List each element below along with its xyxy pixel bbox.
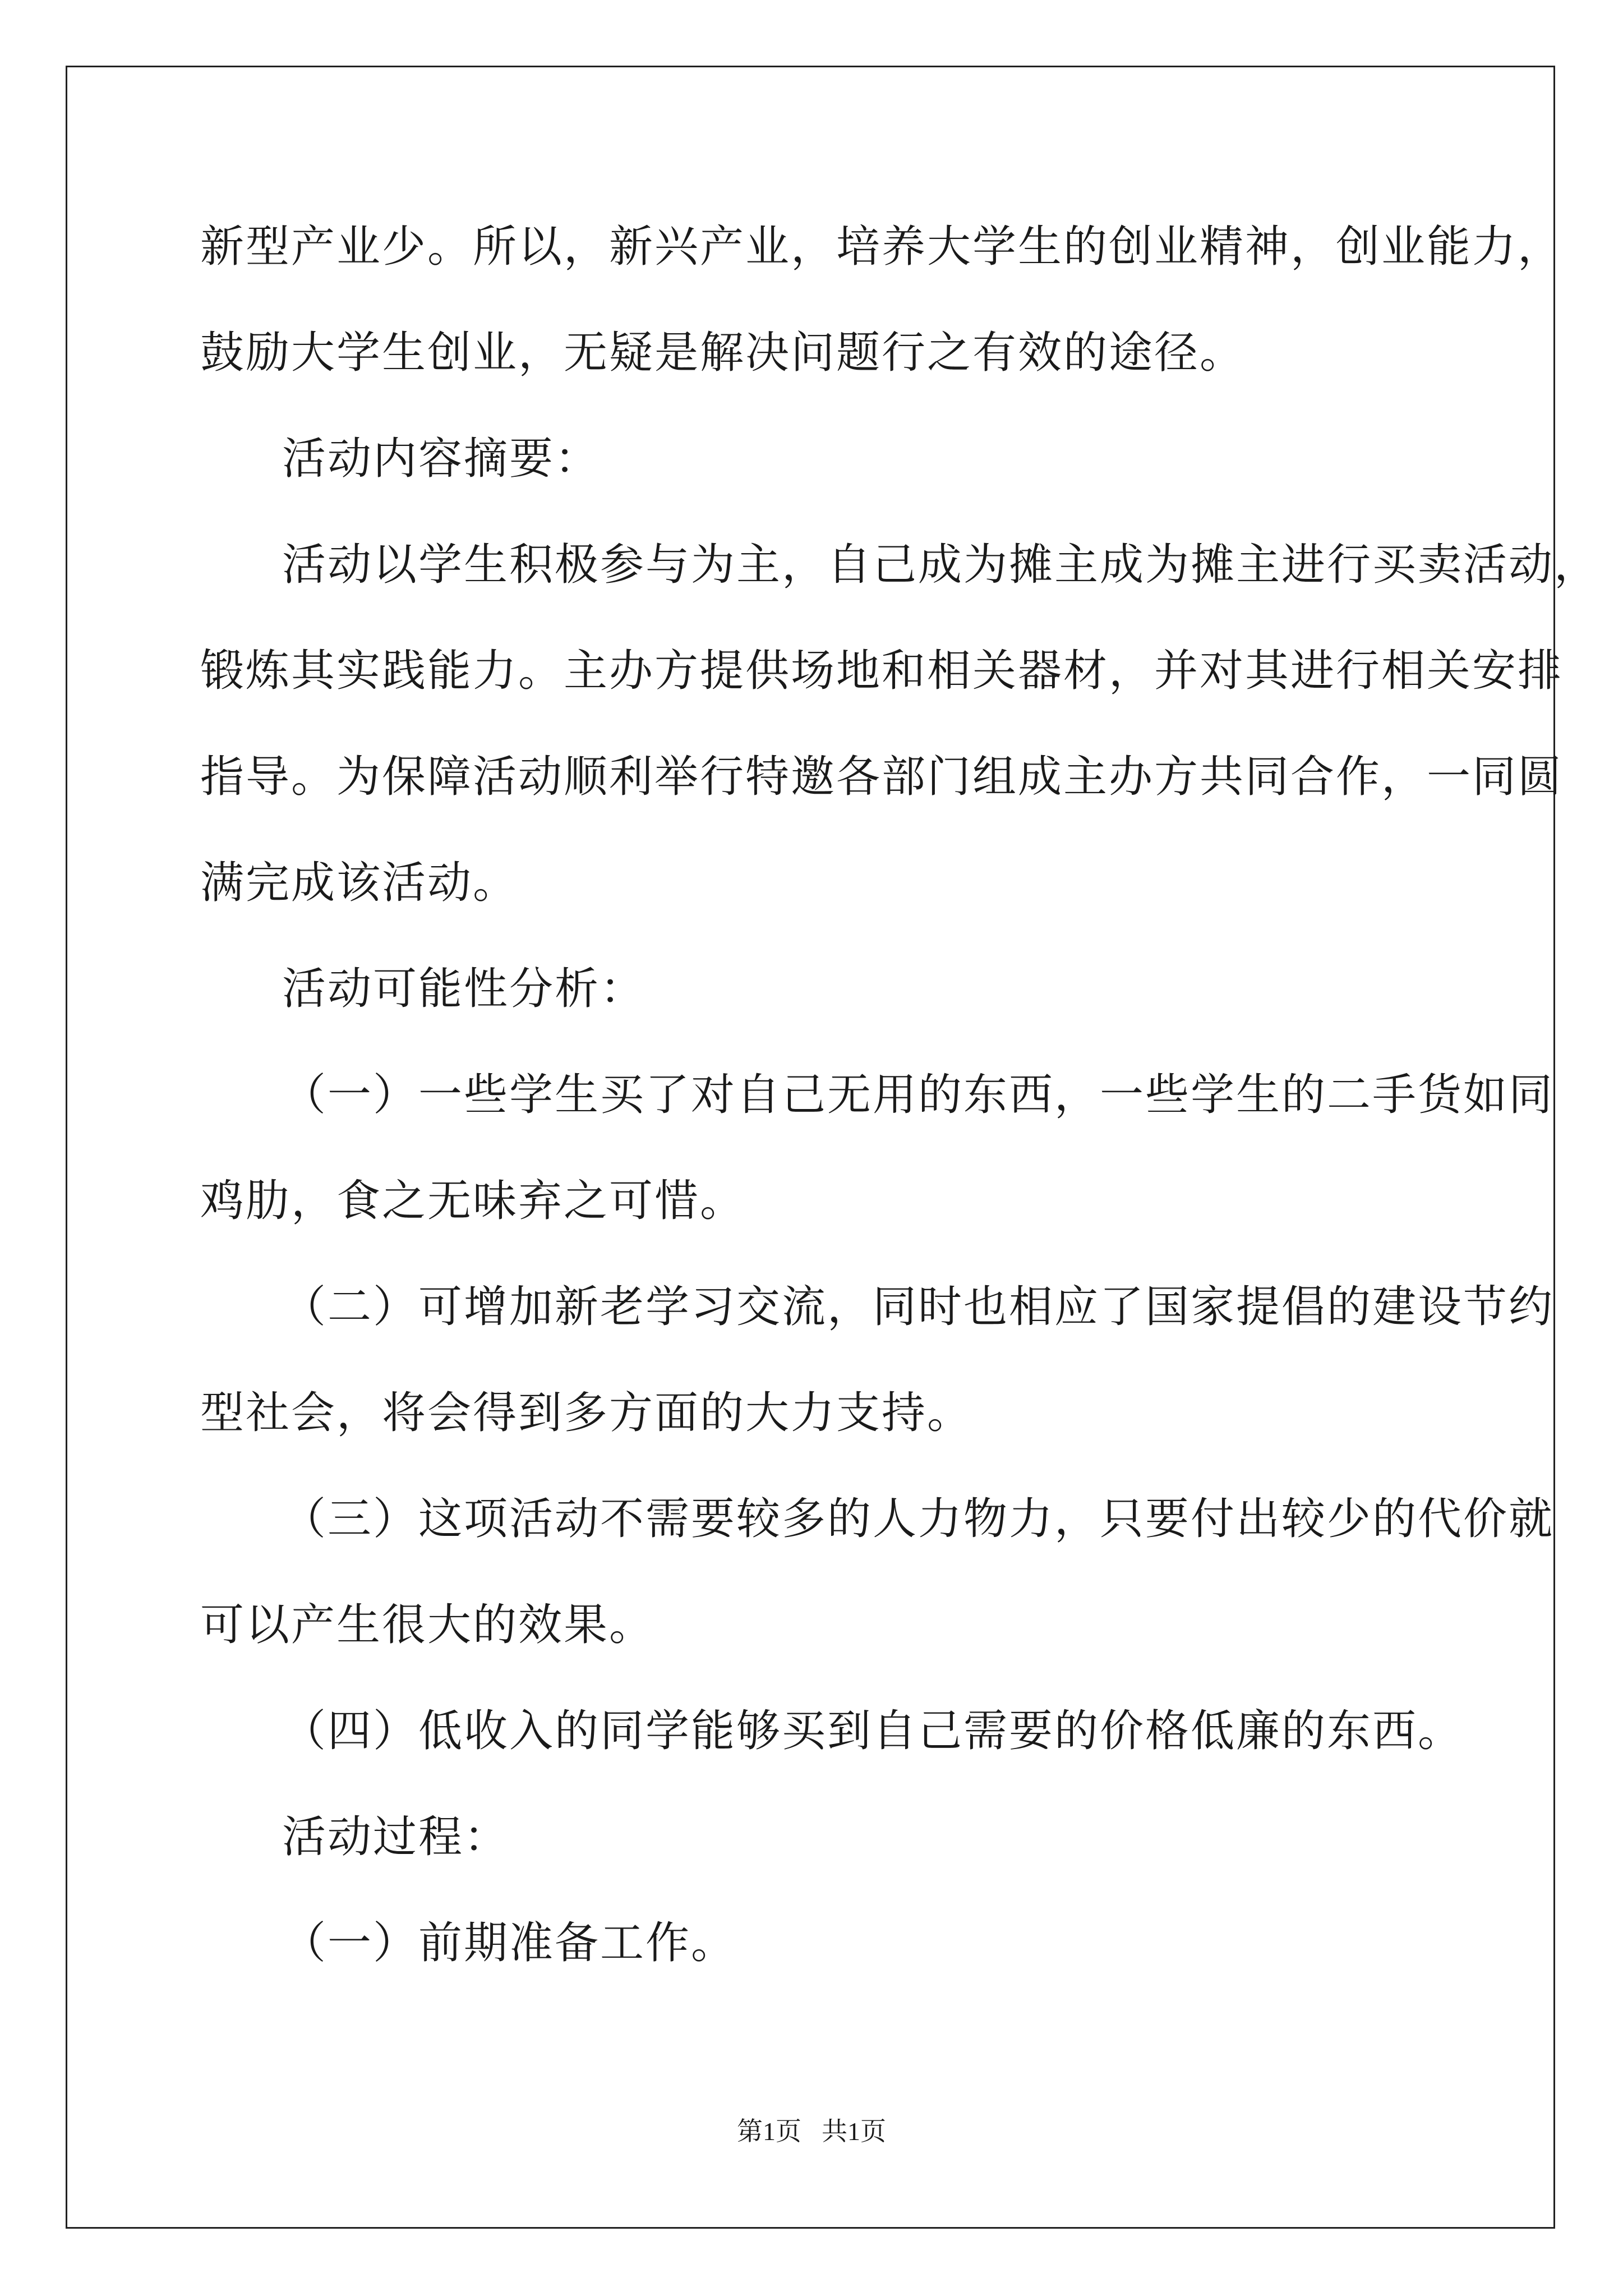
text-line: 满完成该活动。: [200, 858, 519, 908]
text-line: 鸡肋，食之无味弃之可惜。: [200, 1176, 746, 1226]
list-item: （一）前期准备工作。: [282, 1918, 737, 1968]
text-line: 型社会，将会得到多方面的大力支持。: [200, 1388, 973, 1438]
list-item: （三）这项活动不需要较多的人力物力，只要付出较少的代价就: [282, 1494, 1555, 1544]
section-heading: 活动可能性分析：: [282, 964, 646, 1014]
text-line: 指导。为保障活动顺利举行特邀各部门组成主办方共同合作，一同圆: [200, 752, 1564, 802]
text-line: 可以产生很大的效果。: [200, 1600, 655, 1650]
text-line: 活动以学生积极参与为主，自己成为摊主成为摊主进行买卖活动，: [282, 540, 1600, 590]
page-footer: [0, 2115, 1623, 2148]
page-total: 共1页: [822, 2117, 886, 2146]
list-item: （四）低收入的同学能够买到自己需要的价格低廉的东西。: [282, 1706, 1464, 1756]
text-line: 锻炼其实践能力。主办方提供场地和相关器材，并对其进行相关安排: [200, 646, 1564, 696]
text-line: 鼓励大学生创业，无疑是解决问题行之有效的途径。: [200, 328, 1246, 378]
section-heading: 活动内容摘要：: [282, 434, 601, 484]
page-border: [66, 66, 1555, 2229]
section-heading: 活动过程：: [282, 1812, 510, 1862]
page-number: 第1页: [737, 2117, 801, 2146]
text-line: 新型产业少。所以，新兴产业，培养大学生的创业精神，创业能力，: [200, 222, 1564, 272]
list-item: （一）一些学生买了对自己无用的东西，一些学生的二手货如同: [282, 1070, 1555, 1120]
list-item: （二）可增加新老学习交流，同时也相应了国家提倡的建设节约: [282, 1282, 1555, 1332]
